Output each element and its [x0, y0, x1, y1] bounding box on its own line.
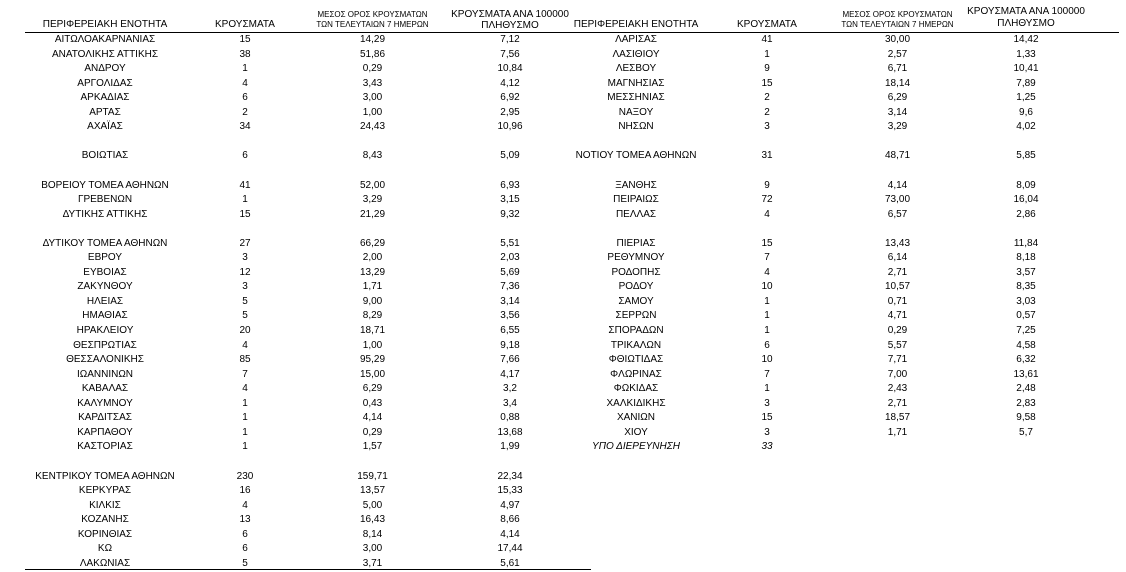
table-row — [0, 557, 1126, 572]
cases-value: 15 — [761, 77, 773, 89]
region-name: ΚΙΛΚΙΣ — [89, 499, 121, 511]
region-name: ΣΕΡΡΩΝ — [615, 310, 657, 322]
region-name: ΦΩΚΙΔΑΣ — [613, 383, 659, 395]
region-name: ΣΠΟΡΑΔΩΝ — [608, 325, 664, 336]
avg7-value: 18,57 — [884, 412, 911, 424]
cases-value: 1 — [764, 383, 770, 395]
avg7-value: 9,00 — [362, 295, 383, 307]
per100k-value: 4,12 — [500, 77, 520, 89]
per100k-value: 2,48 — [1016, 383, 1036, 395]
avg7-value: 18,71 — [359, 325, 386, 336]
right-header-avg-line1: ΜΕΣΟΣ ΟΡΟΣ ΚΡΟΥΣΜΑΤΩΝ — [842, 10, 953, 19]
region-name: ΡΟΔΟΥ — [618, 281, 654, 293]
per100k-value: 16,04 — [1013, 194, 1039, 206]
cases-value: 2 — [764, 92, 770, 104]
region-name: ΑΡΤΑΣ — [89, 106, 121, 118]
per100k-value: 2,86 — [1016, 208, 1036, 220]
table-row — [0, 251, 1126, 266]
cases-value: 1 — [242, 63, 248, 75]
table-row — [0, 120, 1126, 135]
table-row — [0, 542, 1126, 557]
region-name: ΑΝΑΤΟΛΙΚΗΣ ΑΤΤΙΚΗΣ — [51, 48, 159, 60]
region-name: ΠΙΕΡΙΑΣ — [616, 237, 656, 249]
per100k-value: 1,25 — [1016, 92, 1036, 104]
per100k-value: 9,18 — [500, 339, 520, 351]
left-header-region: ΠΕΡΙΦΕΡΕΙΑΚΗ ΕΝΟΤΗΤΑ — [42, 19, 168, 30]
table-row — [0, 513, 1126, 528]
cases-value: 27 — [239, 237, 251, 249]
cases-value: 31 — [761, 150, 773, 162]
cases-value: 6 — [242, 92, 248, 104]
per100k-value: 5,09 — [500, 150, 520, 162]
per100k-value: 7,25 — [1016, 325, 1036, 336]
per100k-value: 8,09 — [1016, 179, 1036, 191]
per100k-value: 3,14 — [500, 295, 520, 307]
region-name: ΥΠΟ ΔΙΕΡΕΥΝΗΣΗ — [592, 441, 680, 453]
per100k-value: 13,68 — [497, 426, 523, 438]
avg7-value: 3,00 — [362, 92, 383, 104]
avg7-value: 16,43 — [359, 514, 386, 526]
avg7-value: 13,43 — [884, 237, 911, 249]
per100k-value: 0,88 — [500, 412, 520, 424]
right-header-region: ΠΕΡΙΦΕΡΕΙΑΚΗ ΕΝΟΤΗΤΑ — [573, 19, 699, 30]
cases-value: 33 — [761, 441, 773, 453]
cases-value: 16 — [239, 485, 251, 497]
region-name: ΓΡΕΒΕΝΩΝ — [77, 194, 133, 206]
avg7-value: 30,00 — [884, 34, 911, 45]
region-name: ΔΥΤΙΚΟΥ ΤΟΜΕΑ ΑΘΗΝΩΝ — [42, 237, 168, 249]
per100k-value: 3,57 — [1016, 266, 1036, 278]
avg7-value: 1,71 — [362, 281, 383, 293]
table-row — [0, 470, 1126, 485]
region-name: ΧΑΛΚΙΔΙΚΗΣ — [606, 397, 666, 409]
table-row — [0, 411, 1126, 426]
avg7-value: 4,14 — [362, 412, 383, 424]
region-name: ΚΑΒΑΛΑΣ — [81, 383, 129, 395]
avg7-value: 0,29 — [362, 426, 383, 438]
region-name: ΧΑΝΙΩΝ — [616, 412, 656, 424]
avg7-value: 13,29 — [359, 266, 386, 278]
cases-value: 1 — [764, 310, 770, 322]
cases-value: 4 — [764, 208, 770, 220]
avg7-value: 3,71 — [362, 557, 383, 569]
cases-value: 9 — [764, 179, 770, 191]
avg7-value: 4,71 — [887, 310, 908, 322]
per100k-value: 8,18 — [1016, 252, 1036, 264]
cases-value: 2 — [242, 106, 248, 118]
avg7-value: 21,29 — [359, 208, 386, 220]
cases-value: 2 — [764, 106, 770, 118]
table-row — [0, 106, 1126, 121]
avg7-value: 6,14 — [887, 252, 908, 264]
per100k-value: 10,84 — [497, 63, 523, 75]
cases-value: 4 — [764, 266, 770, 278]
region-name: ΚΟΡΙΝΘΙΑΣ — [77, 528, 133, 540]
cases-value: 15 — [239, 208, 251, 220]
table-row — [0, 237, 1126, 252]
avg7-value: 3,29 — [362, 194, 383, 206]
cases-value: 41 — [761, 34, 773, 45]
avg7-value: 73,00 — [884, 194, 911, 206]
region-name: ΚΕΝΤΡΙΚΟΥ ΤΟΜΕΑ ΑΘΗΝΩΝ — [35, 470, 175, 482]
avg7-value: 6,29 — [887, 92, 908, 104]
cases-value: 4 — [242, 77, 248, 89]
cases-value: 10 — [761, 354, 773, 366]
per100k-value: 3,2 — [503, 383, 517, 395]
cases-value: 6 — [242, 543, 248, 555]
region-name: ΝΟΤΙΟΥ ΤΟΜΕΑ ΑΘΗΝΩΝ — [575, 150, 697, 162]
avg7-value: 2,71 — [887, 397, 908, 409]
region-name: ΜΕΣΣΗΝΙΑΣ — [607, 92, 665, 104]
region-name: ΤΡΙΚΑΛΩΝ — [610, 339, 662, 351]
cases-value: 12 — [239, 266, 251, 278]
region-name: ΚΟΖΑΝΗΣ — [81, 514, 129, 526]
region-name: ΘΕΣΣΑΛΟΝΙΚΗΣ — [66, 354, 144, 366]
per100k-value: 6,92 — [500, 92, 520, 104]
avg7-value: 52,00 — [359, 179, 386, 191]
left-header-avg-line1: ΜΕΣΟΣ ΟΡΟΣ ΚΡΟΥΣΜΑΤΩΝ — [317, 10, 428, 19]
cases-value: 5 — [242, 295, 248, 307]
region-name: ΖΑΚΥΝΘΟΥ — [77, 281, 133, 293]
per100k-value: 2,83 — [1016, 397, 1036, 409]
region-name: ΦΘΙΩΤΙΔΑΣ — [608, 354, 664, 366]
region-name: ΗΛΕΙΑΣ — [86, 295, 124, 307]
per100k-value: 7,66 — [500, 354, 520, 366]
avg7-value: 6,57 — [887, 208, 908, 220]
avg7-value: 3,00 — [362, 543, 383, 555]
per100k-value: 4,97 — [500, 499, 520, 511]
cases-value: 13 — [239, 514, 251, 526]
region-name: ΑΡΚΑΔΙΑΣ — [80, 92, 130, 104]
per100k-value: 6,93 — [500, 179, 520, 191]
per100k-value: 3,15 — [500, 194, 520, 206]
per100k-value: 5,7 — [1019, 426, 1033, 438]
cases-value: 1 — [764, 295, 770, 307]
region-name: ΚΕΡΚΥΡΑΣ — [78, 485, 132, 497]
per100k-value: 7,89 — [1016, 77, 1036, 89]
avg7-value: 24,43 — [359, 121, 386, 133]
left-header-avg-line2: ΤΩΝ ΤΕΛΕΥΤΑΙΩΝ 7 ΗΜΕΡΩΝ — [316, 20, 429, 29]
cases-value: 1 — [242, 426, 248, 438]
cases-value: 7 — [242, 368, 248, 380]
avg7-value: 8,29 — [362, 310, 383, 322]
region-name: ΙΩΑΝΝΙΝΩΝ — [76, 368, 134, 380]
cases-value: 1 — [764, 48, 770, 60]
region-name: ΦΛΩΡΙΝΑΣ — [610, 368, 662, 380]
right-header-per100k-line1: ΚΡΟΥΣΜΑΤΑ ΑΝΑ 100000 — [967, 6, 1085, 17]
table-row — [0, 135, 1126, 150]
avg7-value: 95,29 — [359, 354, 386, 366]
cases-value: 7 — [764, 252, 770, 264]
region-name: ΒΟΙΩΤΙΑΣ — [81, 150, 129, 162]
per100k-value: 3,56 — [500, 310, 520, 322]
cases-value: 1 — [242, 441, 248, 453]
avg7-value: 14,29 — [359, 34, 386, 45]
region-name: ΑΧΑΪΑΣ — [87, 121, 123, 133]
per100k-value: 5,85 — [1016, 150, 1036, 162]
table-row — [0, 266, 1126, 281]
per100k-value: 6,55 — [500, 325, 520, 336]
per100k-value: 7,56 — [500, 48, 520, 60]
cases-value: 3 — [764, 397, 770, 409]
table-row — [0, 440, 1126, 455]
per100k-value: 1,99 — [500, 441, 520, 453]
avg7-value: 2,71 — [887, 266, 908, 278]
cases-value: 3 — [242, 281, 248, 293]
per100k-value: 11,84 — [1013, 237, 1039, 249]
avg7-value: 159,71 — [357, 470, 388, 482]
region-name: ΡΟΔΟΠΗΣ — [611, 266, 661, 278]
avg7-value: 18,14 — [884, 77, 911, 89]
cases-value: 3 — [242, 252, 248, 264]
region-name: ΔΥΤΙΚΗΣ ΑΤΤΙΚΗΣ — [62, 208, 148, 220]
region-name: ΕΥΒΟΙΑΣ — [83, 266, 127, 278]
per100k-value: 1,33 — [1016, 48, 1036, 60]
avg7-value: 1,71 — [887, 426, 908, 438]
avg7-value: 2,43 — [887, 383, 908, 395]
per100k-value: 5,51 — [500, 237, 520, 249]
per100k-value: 10,96 — [497, 121, 523, 133]
cases-value: 15 — [761, 412, 773, 424]
cases-value: 72 — [761, 194, 773, 206]
region-name: ΚΑΡΔΙΤΣΑΣ — [78, 412, 132, 424]
table-row — [0, 33, 1126, 48]
per100k-value: 3,4 — [503, 397, 517, 409]
table-row — [0, 208, 1126, 223]
per100k-value: 4,02 — [1016, 121, 1036, 133]
cases-value: 6 — [764, 339, 770, 351]
table-row — [0, 339, 1126, 354]
region-name: ΑΡΓΟΛΙΔΑΣ — [77, 77, 133, 89]
region-name: ΚΑΡΠΑΘΟΥ — [77, 426, 133, 438]
avg7-value: 4,14 — [887, 179, 908, 191]
region-name: ΕΒΡΟΥ — [87, 252, 123, 264]
table-row — [0, 48, 1126, 63]
avg7-value: 0,43 — [362, 397, 383, 409]
region-name: ΠΕΛΛΑΣ — [615, 208, 657, 220]
per100k-value: 2,95 — [500, 106, 520, 118]
cases-value: 3 — [764, 121, 770, 133]
avg7-value: 0,71 — [887, 295, 908, 307]
region-name: ΧΙΟΥ — [624, 426, 648, 438]
region-name: ΑΝΔΡΟΥ — [84, 63, 126, 75]
avg7-value: 1,00 — [362, 106, 383, 118]
region-name: ΝΑΞΟΥ — [618, 106, 654, 118]
cases-value: 230 — [236, 470, 254, 482]
table-row — [0, 484, 1126, 499]
avg7-value: 6,71 — [887, 63, 908, 75]
table-row — [0, 280, 1126, 295]
cases-value: 10 — [761, 281, 773, 293]
per100k-value: 9,6 — [1019, 106, 1033, 118]
cases-value: 1 — [242, 194, 248, 206]
cases-value: 9 — [764, 63, 770, 75]
table-row — [0, 164, 1126, 179]
table-row — [0, 426, 1126, 441]
region-name: ΣΑΜΟΥ — [618, 295, 654, 307]
table-row — [0, 77, 1126, 92]
table-row — [0, 309, 1126, 324]
per100k-value: 4,14 — [500, 528, 520, 540]
avg7-value: 10,57 — [884, 281, 911, 293]
cases-value: 6 — [242, 150, 248, 162]
table-row — [0, 295, 1126, 310]
cases-value: 5 — [242, 310, 248, 322]
cases-value: 5 — [242, 557, 248, 569]
table-row — [0, 222, 1126, 237]
cases-value: 20 — [239, 325, 251, 336]
per100k-value: 15,33 — [497, 485, 523, 497]
per100k-value: 8,66 — [500, 514, 520, 526]
cases-value: 15 — [761, 237, 773, 249]
table-row — [0, 91, 1126, 106]
per100k-value: 10,41 — [1013, 63, 1039, 75]
region-name: ΜΑΓΝΗΣΙΑΣ — [607, 77, 665, 89]
per100k-value: 4,17 — [500, 368, 520, 380]
avg7-value: 3,29 — [887, 121, 908, 133]
region-name: ΚΩ — [97, 543, 113, 555]
avg7-value: 8,14 — [362, 528, 383, 540]
region-name: ΛΑΚΩΝΙΑΣ — [79, 557, 131, 569]
table-row — [0, 193, 1126, 208]
avg7-value: 7,71 — [887, 354, 908, 366]
right-header-cases: ΚΡΟΥΣΜΑΤΑ — [737, 19, 797, 30]
per100k-value: 6,32 — [1016, 354, 1036, 366]
avg7-value: 5,57 — [887, 339, 908, 351]
region-name: ΛΑΣΙΘΙΟΥ — [612, 48, 660, 60]
table-row — [0, 499, 1126, 514]
cases-value: 85 — [239, 354, 251, 366]
region-name: ΡΕΘΥΜΝΟΥ — [607, 252, 665, 264]
table-row — [0, 149, 1126, 164]
table-row — [0, 455, 1126, 470]
avg7-value: 48,71 — [884, 150, 911, 162]
right-header-per100k-line2: ΠΛΗΘΥΣΜΟ — [997, 18, 1055, 29]
cases-value: 1 — [764, 325, 770, 336]
table-row — [0, 179, 1126, 194]
per100k-value: 14,42 — [1013, 34, 1039, 45]
region-name: ΒΟΡΕΙΟΥ ΤΟΜΕΑ ΑΘΗΝΩΝ — [41, 179, 169, 191]
region-name: ΛΑΡΙΣΑΣ — [615, 34, 657, 45]
avg7-value: 0,29 — [362, 63, 383, 75]
table-row — [0, 368, 1126, 383]
table-row — [0, 382, 1126, 397]
region-name: ΞΑΝΘΗΣ — [615, 179, 657, 191]
table-row — [0, 62, 1126, 77]
region-name: ΝΗΣΩΝ — [618, 121, 654, 133]
cases-value: 1 — [242, 397, 248, 409]
region-name: ΑΙΤΩΛΟΑΚΑΡΝΑΝΙΑΣ — [54, 34, 156, 45]
region-name: ΠΕΙΡΑΙΩΣ — [613, 194, 659, 206]
avg7-value: 1,00 — [362, 339, 383, 351]
per100k-value: 9,58 — [1016, 412, 1036, 424]
cases-value: 3 — [764, 426, 770, 438]
per100k-value: 9,32 — [500, 208, 520, 220]
avg7-value: 0,29 — [887, 325, 908, 336]
avg7-value: 7,00 — [887, 368, 908, 380]
avg7-value: 8,43 — [362, 150, 383, 162]
cases-value: 4 — [242, 339, 248, 351]
per100k-value: 3,03 — [1016, 295, 1036, 307]
region-name: ΚΑΛΥΜΝΟΥ — [77, 397, 133, 409]
table-row — [0, 353, 1126, 368]
cases-value: 34 — [239, 121, 251, 133]
per100k-value: 13,61 — [1013, 368, 1039, 380]
region-name: ΘΕΣΠΡΩΤΙΑΣ — [73, 339, 137, 351]
per100k-value: 4,58 — [1016, 339, 1036, 351]
per100k-value: 8,35 — [1016, 281, 1036, 293]
cases-value: 41 — [239, 179, 251, 191]
avg7-value: 2,00 — [362, 252, 383, 264]
avg7-value: 5,00 — [362, 499, 383, 511]
region-name: ΛΕΣΒΟΥ — [615, 63, 657, 75]
per100k-value: 22,34 — [497, 470, 523, 482]
region-name: ΚΑΣΤΟΡΙΑΣ — [77, 441, 133, 453]
right-header-avg-line2: ΤΩΝ ΤΕΛΕΥΤΑΙΩΝ 7 ΗΜΕΡΩΝ — [841, 20, 954, 29]
table-row — [0, 397, 1126, 412]
region-name: ΗΜΑΘΙΑΣ — [82, 310, 128, 322]
region-name: ΗΡΑΚΛΕΙΟΥ — [76, 325, 134, 336]
table-row — [0, 528, 1126, 543]
per100k-value: 5,61 — [500, 557, 520, 569]
per100k-value: 2,03 — [500, 252, 520, 264]
per100k-value: 5,69 — [500, 266, 520, 278]
per100k-value: 7,36 — [500, 281, 520, 293]
cases-value: 6 — [242, 528, 248, 540]
avg7-value: 3,14 — [887, 106, 908, 118]
avg7-value: 1,57 — [362, 441, 383, 453]
cases-value: 7 — [764, 368, 770, 380]
avg7-value: 66,29 — [359, 237, 386, 249]
cases-value: 15 — [239, 34, 251, 45]
per100k-value: 7,12 — [500, 34, 520, 45]
cases-value: 1 — [242, 412, 248, 424]
avg7-value: 6,29 — [362, 383, 383, 395]
per100k-value: 17,44 — [497, 543, 523, 555]
left-header-cases: ΚΡΟΥΣΜΑΤΑ — [215, 19, 275, 30]
avg7-value: 2,57 — [887, 48, 908, 60]
avg7-value: 51,86 — [359, 48, 386, 60]
cases-value: 4 — [242, 383, 248, 395]
left-header-per100k-line2: ΠΛΗΘΥΣΜΟ — [481, 20, 539, 31]
left-header-per100k-line1: ΚΡΟΥΣΜΑΤΑ ΑΝΑ 100000 — [451, 9, 569, 20]
cases-value: 38 — [239, 48, 251, 60]
avg7-value: 13,57 — [359, 485, 386, 497]
avg7-value: 15,00 — [359, 368, 386, 380]
table-row — [0, 324, 1126, 339]
cases-value: 4 — [242, 499, 248, 511]
avg7-value: 3,43 — [362, 77, 383, 89]
per100k-value: 0,57 — [1016, 310, 1036, 322]
